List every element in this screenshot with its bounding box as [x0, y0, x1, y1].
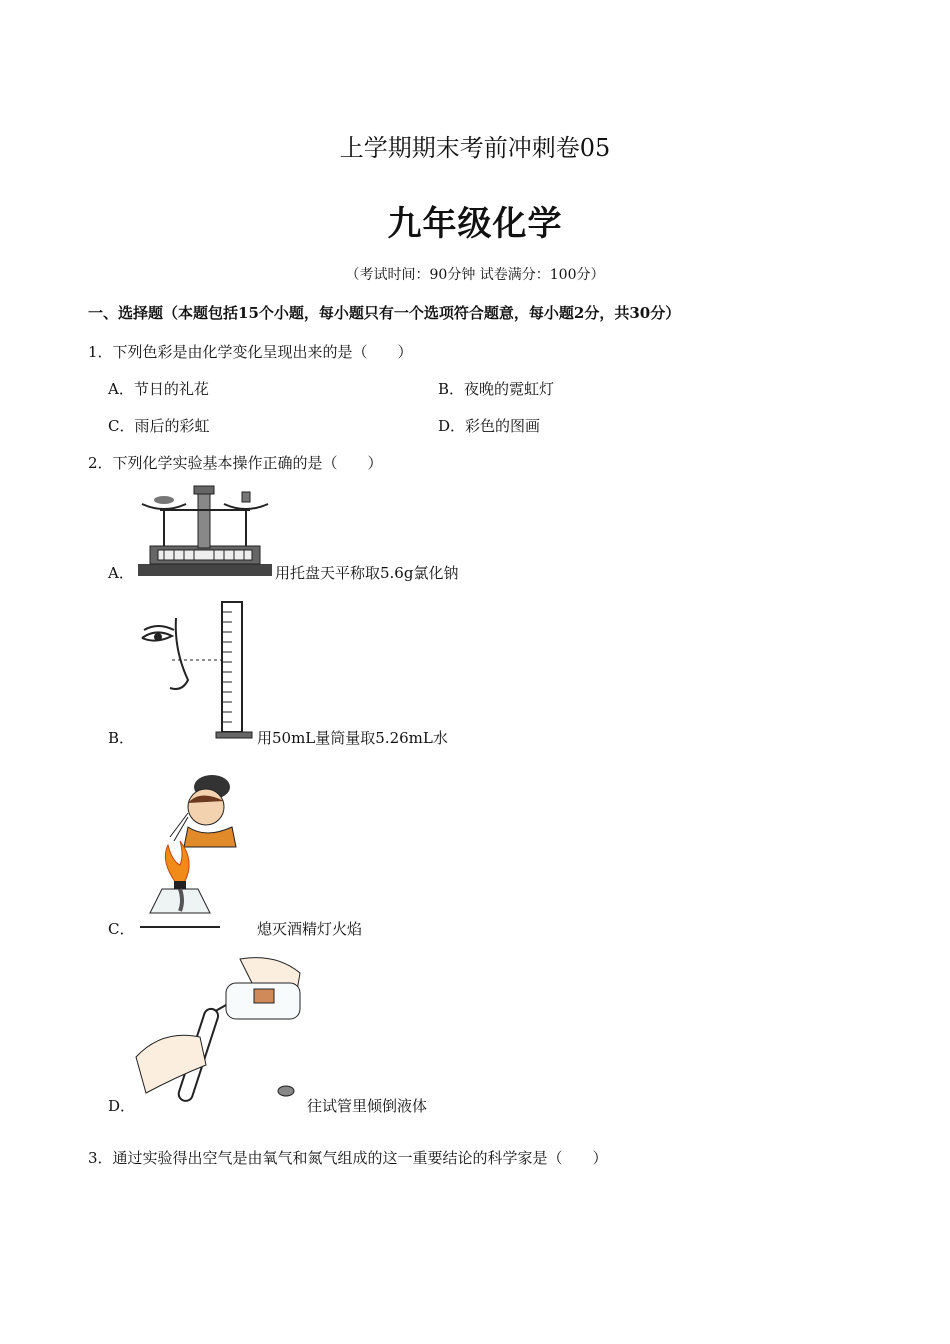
- question-3-stem: 3．通过实验得出空气是由氧气和氮气组成的这一重要结论的科学家是（ ）: [88, 1149, 608, 1167]
- pouring-liquid-illustration: [136, 953, 308, 1105]
- question-1-stem: 1．下列色彩是由化学变化呈现出来的是（ ）: [88, 343, 413, 361]
- option-letter: D．: [438, 417, 466, 435]
- question-2-stem: 2．下列化学实验基本操作正确的是（ ）: [88, 454, 383, 472]
- q2-option-a-text: 用托盘天平称取5.6g氯化钠: [275, 564, 459, 582]
- q2-option-d-text: 往试管里倾倒液体: [307, 1097, 428, 1115]
- option-letter: A．: [108, 380, 134, 398]
- q2-option-c[interactable]: [108, 918, 134, 939]
- q2-option-a[interactable]: [108, 562, 134, 583]
- option-text: 夜晚的霓虹灯: [464, 380, 555, 398]
- option-text: 节日的礼花: [133, 380, 209, 398]
- q1-option-a[interactable]: [108, 378, 209, 399]
- q2-option-c-text: 熄灭酒精灯火焰: [257, 920, 363, 938]
- option-letter: B．: [108, 729, 135, 747]
- option-text: 彩色的图画: [465, 417, 541, 435]
- section-heading: 一、选择题（本题包括15个小题，每小题只有一个选项符合题意，每小题2分，共30分）: [88, 304, 681, 322]
- q1-option-d[interactable]: [438, 415, 540, 436]
- exam-title: 上学期期末考前冲刺卷05: [339, 134, 611, 162]
- q2-option-b-text: 用50mL量筒量取5.26mL水: [257, 729, 448, 747]
- option-letter: C．: [108, 920, 135, 938]
- balance-illustration: [134, 484, 276, 579]
- exam-meta: （考试时间：90分钟 试卷满分：100分）: [345, 267, 605, 283]
- option-letter: B．: [438, 380, 465, 398]
- option-letter: A．: [108, 564, 134, 582]
- measuring-cylinder-illustration: [136, 600, 256, 742]
- q1-option-b[interactable]: [438, 378, 554, 399]
- subject-title: 九年级化学: [387, 204, 563, 244]
- option-letter: C．: [108, 417, 135, 435]
- alcohol-lamp-illustration: [140, 765, 252, 933]
- q2-option-d[interactable]: [108, 1095, 135, 1116]
- option-text: 雨后的彩虹: [134, 417, 210, 435]
- option-letter: D．: [108, 1097, 136, 1115]
- q2-option-b[interactable]: [108, 727, 134, 748]
- q1-option-c[interactable]: [108, 415, 210, 436]
